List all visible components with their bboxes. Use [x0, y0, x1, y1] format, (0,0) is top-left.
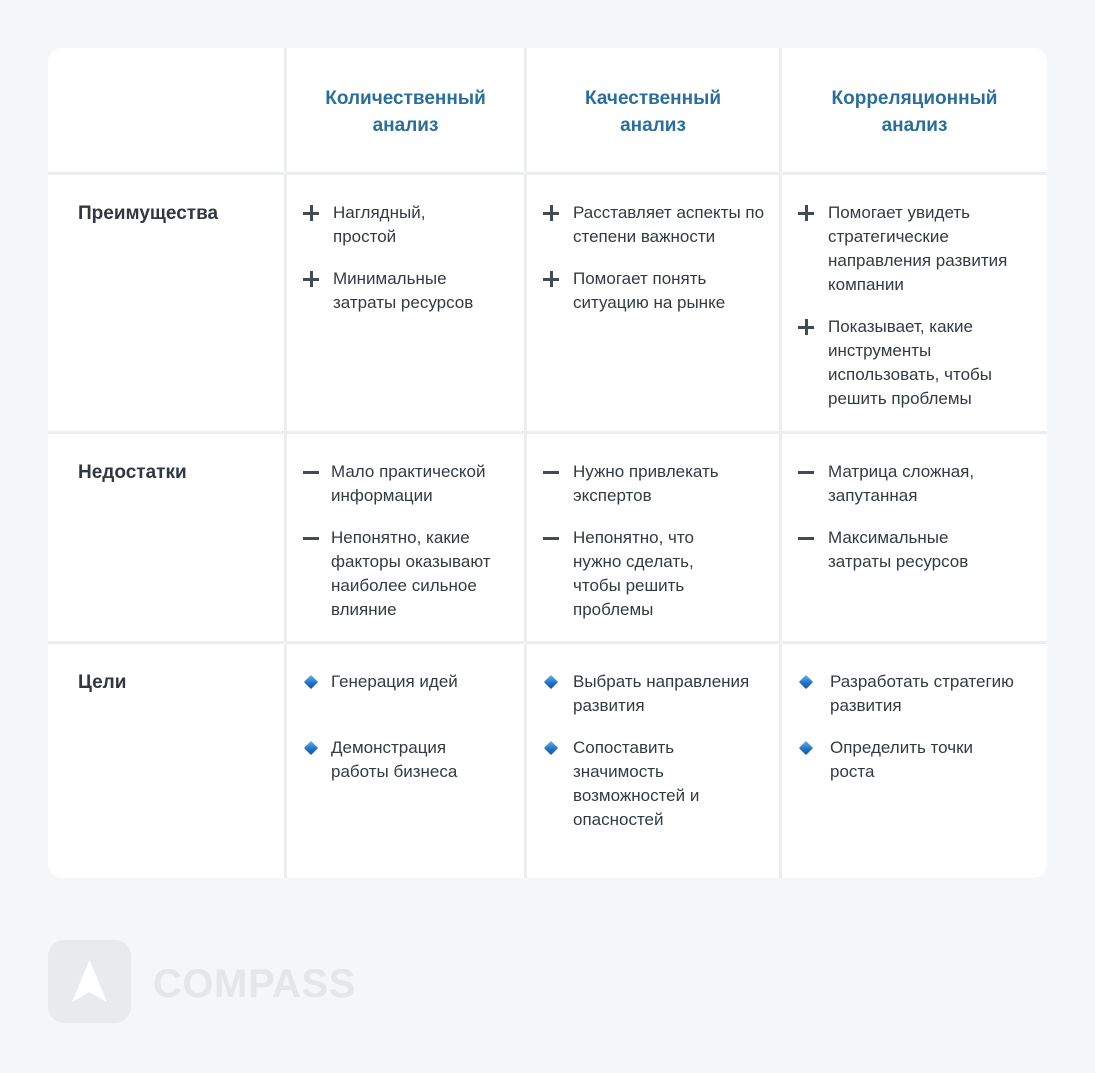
diamond-icon: [304, 675, 318, 689]
minus-icon: [303, 530, 319, 546]
table-cell: [779, 172, 1047, 431]
plus-icon: [798, 319, 814, 335]
table-cell: [524, 172, 779, 431]
column-header: [284, 48, 524, 172]
table-cell: [284, 641, 524, 878]
corner-cell: [48, 48, 284, 172]
minus-icon: [303, 464, 319, 480]
table-cell: [779, 641, 1047, 878]
table-cell: [284, 431, 524, 641]
list-item: Расставляет аспекты по степени важности: [543, 201, 771, 249]
list-item: Сопоставить значимость возможностей и опасностей: [543, 736, 771, 832]
list-item: Нужно привлекать экспертов: [543, 460, 771, 508]
table-cell: [524, 641, 779, 878]
diamond-icon: [544, 675, 558, 689]
plus-icon: [798, 205, 814, 221]
diamond-icon: [544, 741, 558, 755]
minus-icon: [543, 530, 559, 546]
diamond-icon: [304, 741, 318, 755]
list-item: Помогает увидеть стратегические направления развития компании: [798, 201, 1039, 297]
list-item: Наглядный, простой: [303, 201, 516, 249]
list-item: Показывает, какие инструменты использовать, чтобы решить проблемы: [798, 315, 1039, 411]
table-cell: [524, 431, 779, 641]
column-header: [779, 48, 1047, 172]
list-item: Демонстрация работы бизнеса: [303, 736, 516, 784]
table-cell: [779, 431, 1047, 641]
list-item: Помогает понять ситуацию на рынке: [543, 267, 771, 315]
plus-icon: [543, 205, 559, 221]
column-header-correlation: Корреляционный анализ: [831, 88, 998, 136]
comparison-table: [48, 48, 1047, 878]
plus-icon: [303, 271, 319, 287]
minus-icon: [543, 464, 559, 480]
list-item: Максимальные затраты ресурсов: [798, 526, 1039, 574]
list-item: Непонятно, какие факторы оказывают наиболее сильное влияние: [303, 526, 516, 622]
brand-name: COMPASS: [153, 962, 356, 1006]
plus-icon: [543, 271, 559, 287]
row-label-disadvantages: Недостатки: [48, 431, 284, 641]
list-item: Матрица сложная, запутанная: [798, 460, 1039, 508]
list-item: Определить точки роста: [798, 736, 1039, 784]
list-item: Мало практической информации: [303, 460, 516, 508]
list-item: Выбрать направления развития: [543, 670, 771, 718]
compass-logo-icon: [48, 940, 131, 1023]
minus-icon: [798, 464, 814, 480]
diamond-icon: [799, 675, 813, 689]
row-label-advantages: Преимущества: [48, 172, 284, 431]
column-header-qualitative: Качественный анализ: [585, 88, 721, 136]
comparison-card: [48, 48, 1047, 878]
list-item: Минимальные затраты ресурсов: [303, 267, 516, 315]
diamond-icon: [799, 741, 813, 755]
list-item: Разработать стратегию развития: [798, 670, 1039, 718]
column-header-quantitative: Количественный анализ: [325, 88, 486, 136]
column-header: [524, 48, 779, 172]
table-cell: [284, 172, 524, 431]
row-label-goals: Цели: [48, 641, 284, 878]
minus-icon: [798, 530, 814, 546]
list-item: Генерация идей: [303, 670, 516, 694]
plus-icon: [303, 205, 319, 221]
list-item: Непонятно, что нужно сделать, чтобы решить проблемы: [543, 526, 771, 622]
